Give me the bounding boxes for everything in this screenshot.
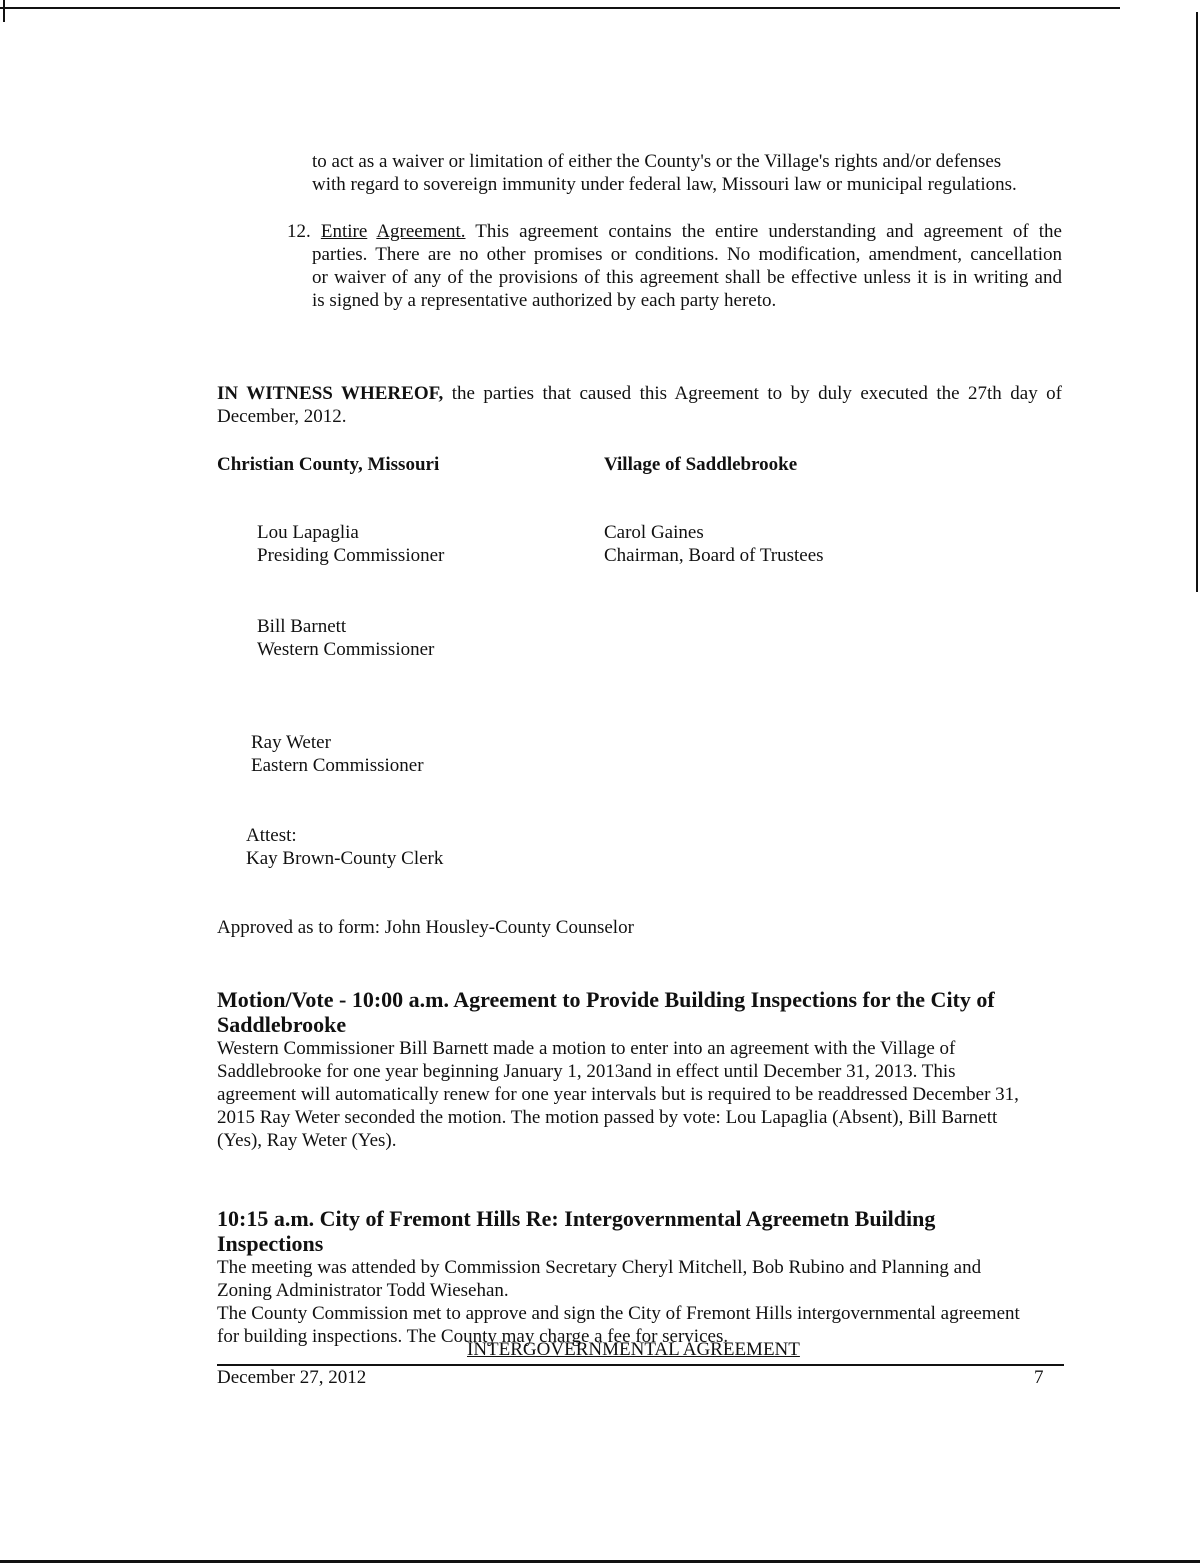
signatory-title: Eastern Commissioner (251, 755, 424, 776)
witness-line-1 (217, 382, 1062, 405)
signatory-title: Chairman, Board of Trustees (604, 545, 824, 566)
clause-12-line-2: parties. There are no other promises or conditions. No modification, amendment, cancellation (312, 244, 1062, 265)
section-body-line-2: Saddlebrooke for one year beginning January 1, 2013and in effect until December 31, 2013. This (217, 1061, 956, 1082)
scan-left-tick (3, 0, 5, 22)
footer-page-number: 7 (1034, 1367, 1044, 1388)
section-heading (217, 987, 1077, 1037)
scan-bottom-border (0, 1560, 1200, 1563)
signatory-name: Bill Barnett (257, 616, 347, 637)
signatory-lou-lapaglia (257, 521, 444, 567)
signatory-carol-gaines (604, 521, 824, 567)
section-body-line-2: Zoning Administrator Todd Wiesehan. (217, 1280, 509, 1301)
section-heading-line-1: 10:15 a.m. City of Fremont Hills Re: Intergovernmental Agreemetn Building (217, 1206, 936, 1231)
clause-12-title-word-1: Entire (320, 221, 368, 242)
clause-12-line-4: is signed by a representative authorized by each party hereto. (312, 290, 777, 311)
section-heading-line-1: Motion/Vote - 10:00 a.m. Agreement to Provide Building Inspections for the City of (217, 987, 995, 1012)
section-body-line-5: (Yes), Ray Weter (Yes). (217, 1130, 397, 1151)
witness-line-2: December, 2012. (217, 406, 347, 427)
clause-12-number: 12. (287, 221, 311, 242)
continued-line-2: with regard to sovereign immunity under federal law, Missouri law or municipal regulations. (312, 174, 1017, 195)
party-heading-village: Village of Saddlebrooke (604, 454, 798, 475)
section-fremont-hills (217, 1206, 1077, 1348)
signatory-name: Ray Weter (251, 732, 331, 753)
signatory-name: Carol Gaines (604, 522, 704, 543)
section-motion-vote (217, 987, 1077, 1152)
clause-12-first-line (287, 220, 1062, 243)
scan-right-border (1196, 12, 1198, 592)
attest-label: Attest: (246, 825, 297, 846)
footer-date: December 27, 2012 (217, 1367, 367, 1388)
approved-as-to-form: Approved as to form: John Housley-County Counselor (217, 917, 634, 938)
continued-paragraph (312, 150, 1062, 196)
section-body-line-4: for building inspections. The County may charge a fee for services. (217, 1326, 729, 1347)
section-body-line-1: Western Commissioner Bill Barnett made a motion to enter into an agreement with the Village of (217, 1038, 956, 1059)
clause-12-first-line-text: This agreement contains the entire understanding and agreement of the (465, 221, 1062, 242)
witness-paragraph (217, 382, 1062, 428)
continued-line-1: to act as a waiver or limitation of either the County's or the Village's rights and/or defenses (312, 151, 1002, 172)
party-heading-county: Christian County, Missouri (217, 454, 440, 475)
attest-block (246, 824, 443, 870)
witness-text: the parties that caused this Agreement to by duly executed the 27th day of (443, 383, 1063, 404)
signatory-ray-weter (251, 731, 424, 777)
witness-lead: IN WITNESS WHEREOF, (217, 383, 444, 404)
section-body-line-3: The County Commission met to approve and sign the City of Fremont Hills intergovernmental agreement (217, 1303, 1020, 1324)
section-heading (217, 1206, 1077, 1256)
signatory-name: Lou Lapaglia (257, 522, 359, 543)
signatory-title: Western Commissioner (257, 639, 435, 660)
section-body (217, 1037, 1077, 1152)
signatory-title: Presiding Commissioner (257, 545, 445, 566)
section-body-line-4: 2015 Ray Weter seconded the motion. The motion passed by vote: Lou Lapaglia (Absent), Bill Barnett (217, 1107, 998, 1128)
clause-12 (287, 220, 1062, 312)
agreement-title: INTERGOVERNMENTAL AGREEMENT (467, 1339, 800, 1360)
section-body-line-1: The meeting was attended by Commission Secretary Cheryl Mitchell, Bob Rubino and Planning and (217, 1257, 982, 1278)
attest-name: Kay Brown-County Clerk (246, 848, 444, 869)
scan-top-border (0, 7, 1120, 9)
section-heading-line-2: Saddlebrooke (217, 1012, 347, 1037)
section-body (217, 1256, 1077, 1348)
section-body-line-3: agreement will automatically renew for one year intervals but is required to be readdressed December 31, (217, 1084, 1019, 1105)
signatory-bill-barnett (257, 615, 434, 661)
clause-12-body (287, 243, 1062, 312)
section-heading-line-2: Inspections (217, 1231, 324, 1256)
clause-12-title-word-2: Agreement. (376, 221, 466, 242)
clause-12-line-3: or waiver of any of the provisions of this agreement shall be effective unless it is in writing and (312, 267, 1062, 288)
